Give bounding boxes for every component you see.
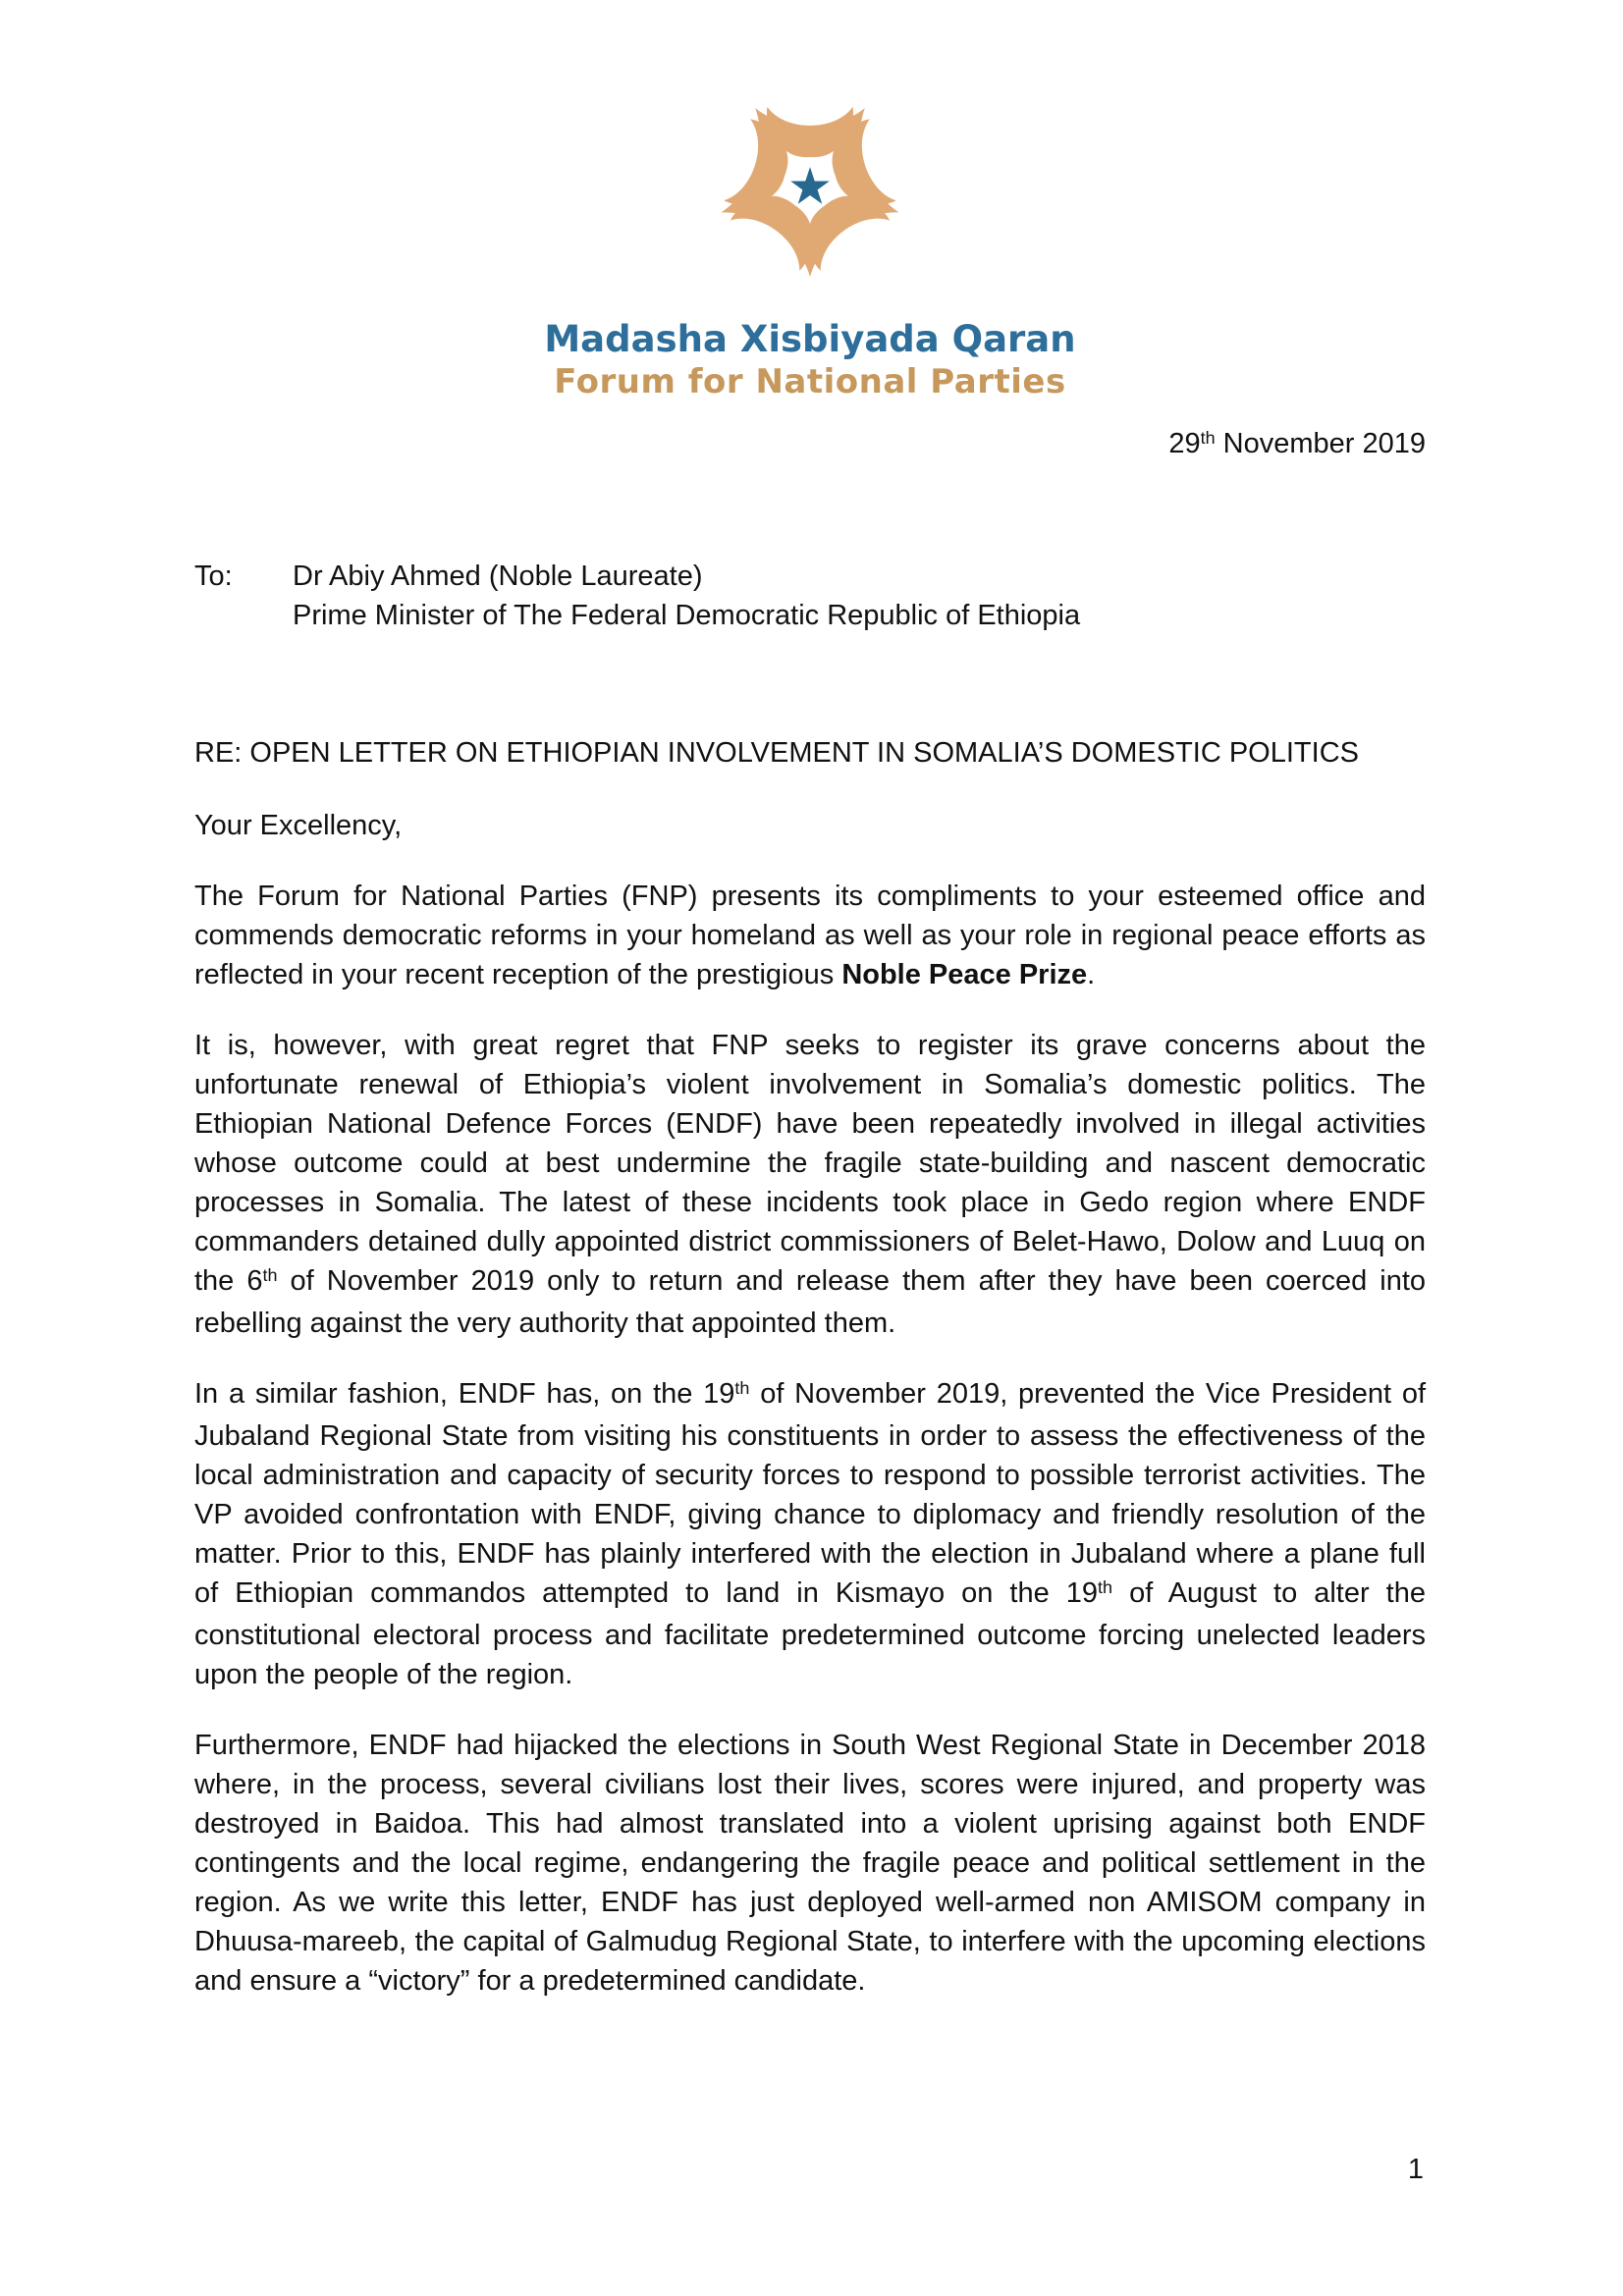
- text-run: In a similar fashion, ENDF has, on the 19: [194, 1378, 735, 1410]
- text-run: Furthermore, ENDF had hijacked the elections in South West Regional State in December 2018 where, in the process, several civilians lost their lives, scores were injured, and property was destroyed in Baidoa. This had almost translated into a violent uprising against both ENDF contingents and the local regime, endangering the fragile peace and political settlement in the region. As we write this letter, ENDF has just deployed well-armed non AMISOM company in Dhuusa-mareeb, the capital of Galmudug Regional State, to interfere with the upcoming elections and ensure a “victory” for a predetermined candidate.: [194, 1730, 1426, 1997]
- text-run: th: [262, 1265, 278, 1286]
- text-run: of August to alter the constitutional electoral process and facilitate predetermined outcome forcing unelected leaders upon the people of the region.: [194, 1577, 1426, 1690]
- text-run: of November 2019, prevented the Vice President of Jubaland Regional State from visiting his constituents in order to assess the effectiveness of the local administration and capacity of security forces to respond to possible terrorist activities. The VP avoided confrontation with ENDF, giving chance to diplomacy and friendly resolution of the matter. Prior to this, ENDF has plainly interfered with the election in Jubaland where a plane full of Ethiopian commandos attempted to land in Kismayo on the 19: [194, 1378, 1427, 1609]
- org-name-english: Forum for National Parties: [554, 362, 1066, 401]
- text-run: .: [1087, 959, 1096, 990]
- recipient-title: Prime Minister of The Federal Democratic Republic of Ethiopia: [293, 600, 1081, 631]
- to-label: To:: [194, 561, 233, 592]
- page-number: 1: [1407, 2154, 1424, 2185]
- body-paragraph: [194, 1726, 1426, 2001]
- body-paragraph: [194, 1374, 1426, 1694]
- text-run: of November 2019 only to return and release them after they have been coerced into rebelling against the very authority that appointed them.: [194, 1265, 1427, 1339]
- text-run: Noble Peace Prize: [841, 959, 1088, 990]
- date-line: [194, 424, 1426, 466]
- salutation: Your Excellency,: [194, 810, 403, 841]
- text-run: November 2019: [1215, 428, 1426, 459]
- text-run: 29: [1168, 428, 1201, 459]
- org-name-somali: Madasha Xisbiyada Qaran: [544, 318, 1076, 360]
- fnp-flower-star-icon: [694, 86, 926, 281]
- body-paragraph: [194, 1026, 1426, 1343]
- text-run: th: [1098, 1577, 1113, 1598]
- subject-line: RE: OPEN LETTER ON ETHIOPIAN INVOLVEMENT IN SOMALIA’S DOMESTIC POLITICS: [194, 737, 1359, 769]
- letterhead: [194, 86, 1426, 402]
- body-paragraph: [194, 877, 1426, 994]
- text-run: th: [734, 1378, 750, 1399]
- text-run: It is, however, with great regret that FNP seeks to register its grave concerns about the unfortunate renewal of Ethiopia’s violent involvement in Somalia’s domestic politics. The Ethiopian National Defence Forces (ENDF) have been repeatedly involved in illegal activities whose outcome could at best undermine the fragile state-building and nascent democratic processes in Somalia. The latest of these incidents took place in Gedo region where ENDF commanders detained dully appointed district commissioners of Belet-Hawo, Dolow and Luuq on the 6: [194, 1030, 1426, 1297]
- recipient-lines: [293, 557, 1426, 635]
- text-run: th: [1200, 428, 1216, 449]
- recipient-name: Dr Abiy Ahmed (Noble Laureate): [293, 561, 703, 592]
- recipient-block: [194, 557, 1426, 635]
- center-star-icon: [790, 167, 830, 204]
- text-run: The Forum for National Parties (FNP) presents its compliments to your esteemed office and commends democratic reforms in your homeland as well as your role in regional peace efforts as reflected in your recent reception of the prestigious: [194, 881, 1426, 990]
